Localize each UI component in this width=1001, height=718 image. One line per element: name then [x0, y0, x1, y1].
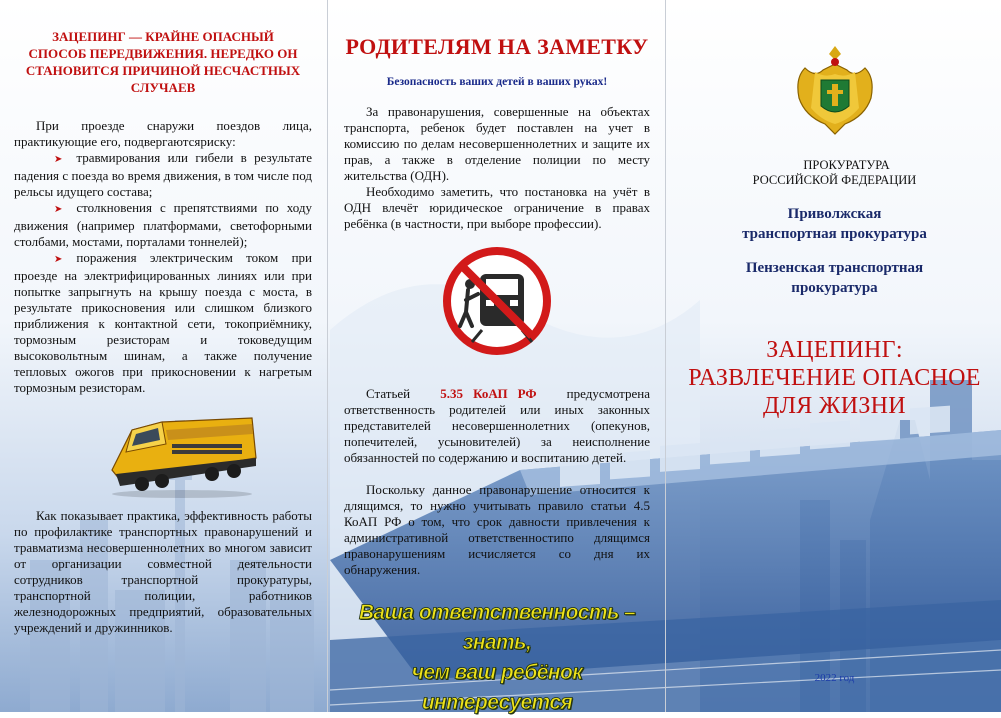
- middle-panel: [330, 0, 664, 712]
- fold-line: [327, 0, 328, 712]
- risk-item: ➤ травмирования или гибели в результате падения с поезда во время движения, в том числе под рельсы идущего состава;: [14, 150, 312, 199]
- practice-paragraph: Как показывает практика, эффективность работы по профилактике транспортных правонарушений и травматизма несовершеннолетних во многом зависит от организации совместной деятельности сотрудников транспортной прокуратуры, транспортной полиции, работников железнодорожных предприятий, образовательных учреждений и дружинников.: [14, 508, 312, 635]
- arrow-bullet-icon: ➤: [54, 154, 63, 165]
- regional-office-line-2: транспортная прокуратура: [742, 226, 927, 242]
- motto-line-1: Ваша ответственность – знать,: [358, 601, 636, 654]
- limitation-paragraph: Поскольку данное правонарушение относится к длящимся, то нужно учитывать правило статьи 4.5 КоАП РФ о том, что срок давности привлечения к административной ответственностипо длящимся правонарушениям исчисляется со дня их обнаружения.: [344, 482, 650, 577]
- headline-line-3: ДЛЯ ЖИЗНИ: [763, 393, 906, 419]
- headline-line-1: ЗАЦЕПИНГ:: [766, 337, 903, 363]
- motto-line-2: чем ваш ребёнок интересуется: [411, 661, 583, 714]
- local-office-line-1: Пензенская транспортная: [745, 260, 924, 276]
- fold-line: [665, 0, 666, 712]
- regional-office-line-1: Приволжская: [787, 206, 882, 222]
- no-train-surfing-sign-icon: [442, 246, 552, 356]
- right-cover-panel: [668, 0, 1001, 712]
- local-office-line-2: прокуратура: [791, 280, 878, 296]
- locomotive-illustration: [102, 400, 262, 500]
- risk-item: ➤ поражения электрическим током при проезде на электрифицированных линиях или при попытке запрыгнуть на крышу поезда с моста, в результате прикосновения или слишком близкого приближения к контактной сети, токоприёмнику, тормозным резисторам и токоведущим высоковольтным шинам, а также получение тепловых ожогов при прикосновении к нагретым тормозным резисторам.: [14, 250, 312, 395]
- prosecutor-office-emblem: [785, 38, 885, 142]
- koap-article-reference: 5.35 КоАП РФ: [440, 386, 537, 401]
- safety-subtitle: Безопасность ваших детей в ваших руках!: [386, 76, 608, 88]
- org-line-1: ПРОКУРАТУРА: [803, 158, 890, 172]
- arrow-bullet-icon: ➤: [54, 204, 63, 215]
- risks-intro: При проезде снаружи поездов лица, практикующие его, подвергаютсяриску:: [14, 118, 312, 149]
- year-label: 2022 год: [814, 672, 855, 684]
- registration-paragraph: За правонарушения, совершенные на объектах транспорта, ребенок будет поставлен на учет в комиссию по делам несовершеннолетних и защите их прав, а также в отделение полиции по месту жительства (ОДН).: [344, 104, 650, 183]
- arrow-bullet-icon: ➤: [54, 254, 63, 265]
- parents-note-title: РОДИТЕЛЯМ НА ЗАМЕТКУ: [345, 34, 649, 59]
- headline-line-2: РАЗВЛЕЧЕНИЕ ОПАСНОЕ: [688, 365, 981, 391]
- restriction-paragraph: Необходимо заметить, что постановка на учёт в ОДН влечёт юридическое ограничение в правах ребёнка (в частности, при выборе профессии).: [344, 184, 650, 231]
- left-panel: [0, 0, 326, 712]
- risk-item: ➤ столкновения с препятствиями по ходу движения (например платформами, светофорными столбами, мостами, порталами тоннелей);: [14, 200, 312, 249]
- org-line-2: РОССИЙСКОЙ ФЕДЕРАЦИИ: [752, 173, 917, 187]
- koap-paragraph: Статьей 5.35 КоАП РФ предусмотрена ответственность родителей или иных законных представителей несовершеннолетних (опекунов, попечителей, усыновителей) за неисполнение обязанностей по содержанию и воспитанию детей.: [344, 386, 651, 465]
- panel1-title: ЗАЦЕПИНГ — КРАЙНЕ ОПАСНЫЙ СПОСОБ ПЕРЕДВИЖЕНИЯ. НЕРЕДКО ОН СТАНОВИТСЯ ПРИЧИНОЙ НЕСЧАСТНЫХ СЛУЧАЕВ: [25, 29, 301, 95]
